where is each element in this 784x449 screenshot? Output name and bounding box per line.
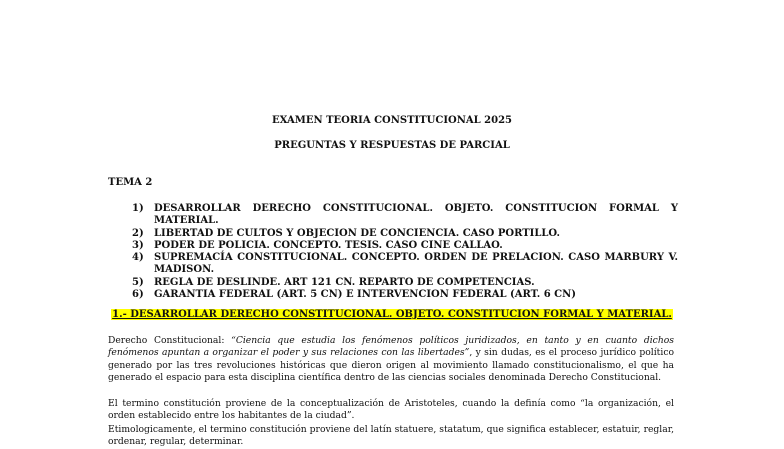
document-subtitle: PREGUNTAS Y RESPUESTAS DE PARCIAL [274, 140, 510, 151]
question-number: 5) [132, 276, 144, 288]
question-text: GARANTIA FEDERAL (ART. 5 CN) E INTERVENCION FEDERAL (ART. 6 CN) [154, 289, 576, 301]
question-text: LIBERTAD DE CULTOS Y OBJECION DE CONCIENCIA. CASO PORTILLO. [154, 227, 560, 239]
question-item [132, 240, 678, 252]
question-item [132, 289, 678, 301]
question-item [132, 252, 678, 277]
definition-quote: “Ciencia que estudia los fenómenos políticos juridizados, en tanto y en cuanto dichos fenómenos apuntan a organizar el poder y sus relaciones con las libertades” [108, 335, 674, 359]
paragraph-etimologia: Etimologicamente, el termino constitución proviene del latín statuere, statatum, que significa establecer, estatuir, reglar, ordenar, regular, determinar. [108, 424, 674, 448]
document-title: EXAMEN TEORIA CONSTITUCIONAL 2025 [271, 115, 512, 126]
paragraph-aristoteles: El termino constitución proviene de la conceptualización de Aristoteles, cuando la definía como “la organización, el orden establecido entre los habitantes de la ciudad”. [108, 398, 674, 422]
definition-rest: , y sin dudas, es el proceso jurídico político generado por las tres revoluciones históricas que dieron origen al movimiento llamado constitucionalismo, el que ha generado el espacio para esta disciplina científica dentro de las ciencias sociales denominada Derecho Constitucional. [108, 347, 674, 383]
definition-lead: Derecho Constitucional: [108, 335, 232, 346]
questions-list [132, 203, 678, 301]
tema-heading: TEMA 2 [108, 177, 153, 188]
question-number: 6) [132, 289, 144, 301]
question-text: REGLA DE DESLINDE. ART 121 CN. REPARTO DE COMPETENCIAS. [154, 276, 535, 288]
question-item [132, 203, 678, 228]
question-text: SUPREMACÍA CONSTITUCIONAL. CONCEPTO. ORDEN DE PRELACION. CASO MARBURY V. MADISON. [154, 252, 678, 276]
section-heading [0, 309, 784, 320]
question-text: PODER DE POLICIA. CONCEPTO. TESIS. CASO CINE CALLAO. [154, 239, 503, 251]
question-number: 4) [132, 252, 144, 264]
question-number: 3) [132, 239, 144, 251]
question-item [132, 277, 678, 289]
section-heading-text: 1.- DESARROLLAR DERECHO CONSTITUCIONAL. OBJETO. CONSTITUCION FORMAL Y MATERIAL. [112, 309, 672, 320]
question-item [132, 228, 678, 240]
question-number: 1) [132, 203, 144, 214]
paragraph-definition [108, 335, 674, 384]
question-number: 2) [132, 227, 144, 239]
question-text: DESARROLLAR DERECHO CONSTITUCIONAL. OBJETO. CONSTITUCION FORMAL Y MATERIAL. [154, 203, 678, 227]
